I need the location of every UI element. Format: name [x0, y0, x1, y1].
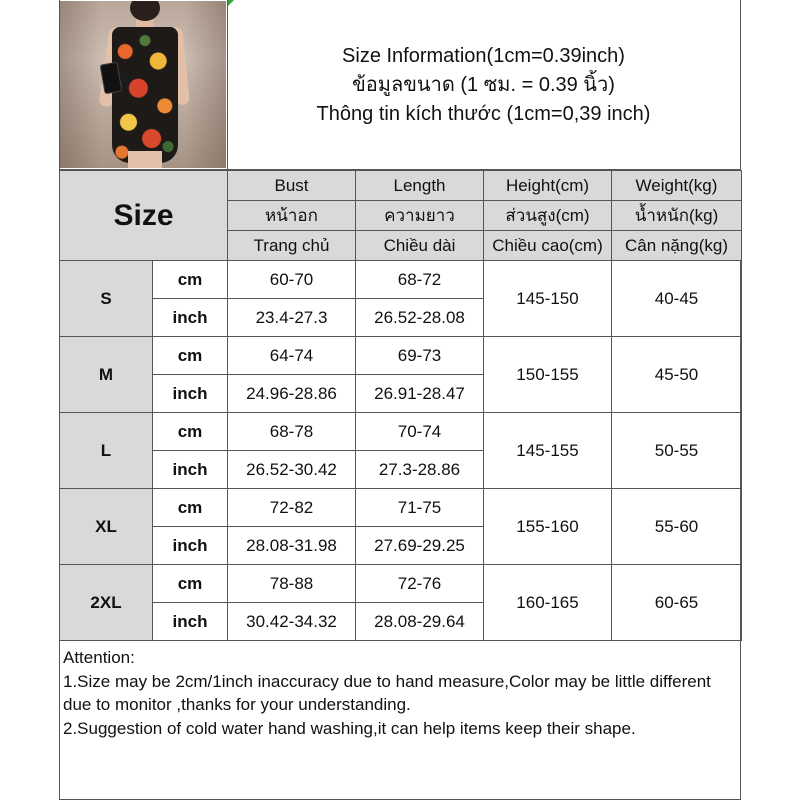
note-line-2: 2.Suggestion of cold water hand washing,it can help items keep their shape.	[63, 718, 636, 738]
col-weight-th: น้ำหนัก(kg)	[612, 201, 742, 231]
notes-heading: Attention:	[63, 648, 135, 667]
length-cm-cell: 71-75	[356, 489, 484, 527]
note-line-1: 1.Size may be 2cm/1inch inaccuracy due to hand measure,Color may be little different due to monitor ,thanks for your understanding.	[63, 671, 711, 714]
bust-cm-cell: 60-70	[228, 261, 356, 299]
floral-dress-image	[112, 27, 178, 163]
unit-cell: cm	[153, 565, 228, 603]
bust-cm-cell: 64-74	[228, 337, 356, 375]
weight-cell: 60-65	[612, 565, 742, 641]
length-cm-cell: 72-76	[356, 565, 484, 603]
bust-inch-cell: 28.08-31.98	[228, 527, 356, 565]
height-cell: 145-155	[484, 413, 612, 489]
unit-cell: cm	[153, 337, 228, 375]
size-cell: L	[60, 413, 153, 489]
col-bust-en: Bust	[228, 171, 356, 201]
unit-cell: inch	[153, 603, 228, 641]
weight-cell: 45-50	[612, 337, 742, 413]
corner-mark	[228, 0, 234, 6]
length-inch-cell: 26.52-28.08	[356, 299, 484, 337]
attention-notes	[59, 644, 741, 800]
length-cm-cell: 68-72	[356, 261, 484, 299]
bust-cm-cell: 78-88	[228, 565, 356, 603]
size-cell: 2XL	[60, 565, 153, 641]
col-height-en: Height(cm)	[484, 171, 612, 201]
length-inch-cell: 27.69-29.25	[356, 527, 484, 565]
title-thai: ข้อมูลขนาด (1 ซม. = 0.39 นิ้ว)	[352, 74, 615, 96]
bust-inch-cell: 24.96-28.86	[228, 375, 356, 413]
table-row	[60, 565, 742, 603]
size-table	[59, 170, 742, 641]
unit-cell: inch	[153, 451, 228, 489]
col-weight-vi: Cân nặng(kg)	[612, 231, 742, 261]
height-cell: 145-150	[484, 261, 612, 337]
bust-inch-cell: 30.42-34.32	[228, 603, 356, 641]
size-cell: XL	[60, 489, 153, 565]
product-photo	[60, 1, 226, 168]
col-length-en: Length	[356, 171, 484, 201]
table-row	[60, 413, 742, 451]
unit-cell: cm	[153, 261, 228, 299]
size-cell: M	[60, 337, 153, 413]
length-inch-cell: 27.3-28.86	[356, 451, 484, 489]
height-cell: 155-160	[484, 489, 612, 565]
weight-cell: 55-60	[612, 489, 742, 565]
unit-cell: cm	[153, 489, 228, 527]
title-english: Size Information(1cm=0.39inch)	[342, 45, 625, 67]
size-cell: S	[60, 261, 153, 337]
table-row	[60, 489, 742, 527]
col-bust-th: หน้าอก	[228, 201, 356, 231]
length-inch-cell: 26.91-28.47	[356, 375, 484, 413]
bust-cm-cell: 68-78	[228, 413, 356, 451]
weight-cell: 40-45	[612, 261, 742, 337]
col-length-vi: Chiều dài	[356, 231, 484, 261]
col-length-th: ความยาว	[356, 201, 484, 231]
weight-cell: 50-55	[612, 413, 742, 489]
title-block	[227, 0, 739, 169]
unit-cell: cm	[153, 413, 228, 451]
col-height-th: ส่วนสูง(cm)	[484, 201, 612, 231]
col-height-vi: Chiều cao(cm)	[484, 231, 612, 261]
height-cell: 150-155	[484, 337, 612, 413]
size-header: Size	[60, 171, 228, 261]
col-weight-en: Weight(kg)	[612, 171, 742, 201]
size-chart-header	[59, 0, 741, 170]
length-cm-cell: 70-74	[356, 413, 484, 451]
col-bust-vi: Trang chủ	[228, 231, 356, 261]
unit-cell: inch	[153, 527, 228, 565]
height-cell: 160-165	[484, 565, 612, 641]
bust-inch-cell: 23.4-27.3	[228, 299, 356, 337]
length-cm-cell: 69-73	[356, 337, 484, 375]
bust-cm-cell: 72-82	[228, 489, 356, 527]
title-vietnamese: Thông tin kích thước (1cm=0,39 inch)	[316, 103, 651, 125]
bust-inch-cell: 26.52-30.42	[228, 451, 356, 489]
length-inch-cell: 28.08-29.64	[356, 603, 484, 641]
table-row	[60, 337, 742, 375]
unit-cell: inch	[153, 375, 228, 413]
unit-cell: inch	[153, 299, 228, 337]
table-row	[60, 261, 742, 299]
